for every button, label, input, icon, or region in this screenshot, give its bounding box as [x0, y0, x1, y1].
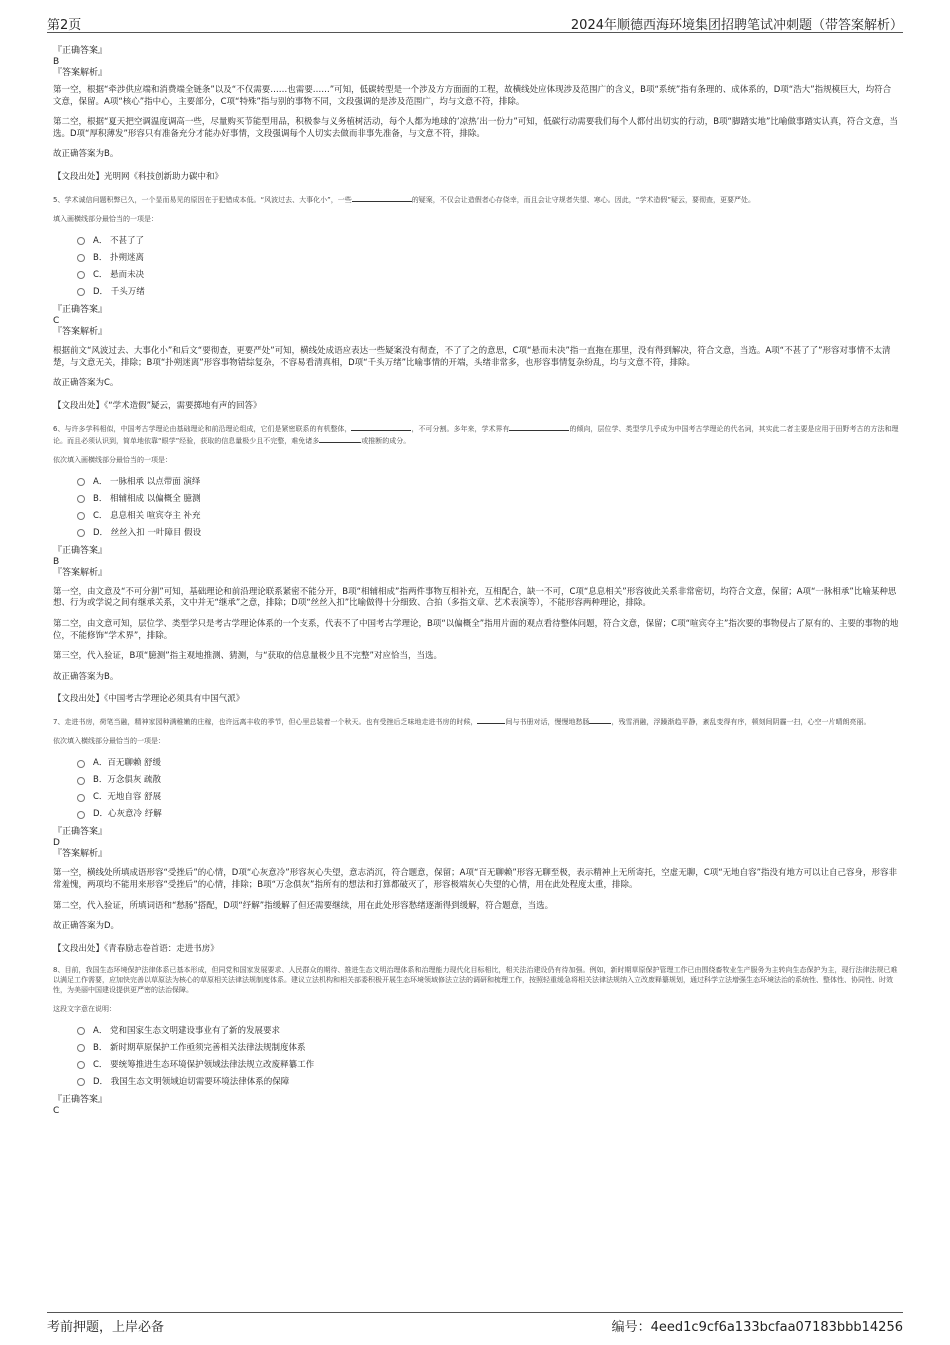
option-a[interactable]: A． 不甚了了	[77, 233, 899, 250]
radio-icon[interactable]	[77, 1061, 85, 1069]
question-stem: 8、目前，我国生态环境保护法律体系已基本形成，但同党和国家发展要求、人民群众的期待、推进生态文明治理体系和治理能力现代化目标相比，相关法治建设仍有待加强。例如，新时期草原保护管理工作已由围绕畜牧业生产服务为主转向生态保护为主，现行法律法规已难以满足工作需要，应加快完善以草原法为核心的草原相关法律法规制度体系。建议立法机构和相关部委积极开展生态环境领域修法立法的调研和梳理工作，按照轻重缓急将相关法律法规纳入立改废释纂规划，通过科学立法增强生态环境法治的系统性、整体性、协同性、时效性，为美丽中国建设提供更严密的法治保障。	[53, 965, 898, 994]
radio-icon[interactable]	[77, 237, 85, 245]
source-citation: 【文段出处】《中国考古学理论必须具有中国气派》	[53, 694, 245, 705]
analysis-paragraph: 根据前文“风波过去、大事化小”和后文“要彻查，更要严处”可知，横线处成语应表达一些疑案没有彻查，不了了之的意思，C项“悬而未决”指一直拖在那里，没有得到解决，符合文意，当选。A项“不甚了了”形容对事情不太清楚，与文意无关，排除；B项“扑朔迷离”形容事物错综复杂，不容易看清真相，D项“千头万绪”比喻事情的开端，头绪非常多，也形容事情复杂纷乱，均与文意不符，排除。	[53, 345, 891, 368]
option-c[interactable]: C． 悬而未决	[77, 267, 899, 284]
radio-icon[interactable]	[77, 760, 85, 768]
answer-value: D	[53, 838, 60, 849]
answer-label: 『正确答案』	[53, 827, 108, 838]
answer-value: B	[53, 57, 60, 67]
source-citation: 【文段出处】《“学术造假”疑云，需要掷地有声的回答》	[53, 400, 262, 411]
option-b[interactable]: B． 新时期草原保护工作亟须完善相关法律法规制度体系	[77, 1040, 899, 1057]
option-d[interactable]: D． 丝丝入扣 一叶障目 假设	[77, 525, 899, 542]
question-stem: 6、与许多学科相似，中国考古学理论由基础理论和前沿理论组成，它们是紧密联系的有机整体， ，不可分割。多年来，学术界有 的倾向，层位学、类型学几乎成为中国考古学理论的代名词，其实此二者主要是应用于田野考古的方法和理论。而且必须认识到，简单地依靠“眼学”经验，获取的信息量极少且不完整，难免诸多 或推断的成分。	[53, 422, 899, 446]
radio-icon[interactable]	[77, 1044, 85, 1052]
conclusion: 故正确答案为D。	[53, 921, 120, 932]
answer-label: 『正确答案』	[53, 1094, 108, 1105]
options-list	[77, 233, 899, 301]
analysis-label: 『答案解析』	[53, 849, 108, 860]
analysis-paragraph: 第一空，根据“牵涉供应端和消费端全链条”以及“不仅需要……也需要……”可知，低碳转型是一个涉及方方面面的工程，故横线处应体现涉及范围广的含义，B项“系统”指有条理的、成体系的，D项“浩大”指规模巨大，均符合文意，保留。A项“核心”指中心，主要部分，C项“特殊”指与别的事物不同，文段强调的是涉及范围广，均与文意不符，排除。	[53, 85, 892, 107]
blank	[319, 434, 361, 443]
page-header	[47, 12, 903, 33]
document-code: 编号：4eed1c9cf6a133bcfaa07183bbb14256	[611, 1320, 903, 1335]
radio-icon[interactable]	[77, 478, 85, 486]
radio-icon[interactable]	[77, 1078, 85, 1086]
analysis-paragraph: 第三空，代入验证，B项“臆测”指主观地推测、猜测，与“获取的信息量极少且不完整”对应恰当，当选。	[53, 651, 442, 662]
answer-value: C	[53, 315, 60, 326]
option-d[interactable]: D． 我国生态文明领域迫切需要环境法律体系的保障	[77, 1074, 899, 1091]
option-b[interactable]: B． 相辅相成 以偏概全 臆测	[77, 491, 899, 508]
radio-icon[interactable]	[77, 811, 85, 819]
option-c[interactable]: C． 息息相关 喧宾夺主 补充	[77, 508, 899, 525]
analysis-label: 『答案解析』	[53, 68, 108, 78]
option-b[interactable]: B．万念俱灰 疏散	[77, 772, 899, 789]
question-instruction: 依次填入画横线部分最恰当的一项是：	[53, 455, 172, 464]
source-citation: 【文段出处】光明网《科技创新助力碳中和》	[53, 171, 224, 182]
radio-icon[interactable]	[77, 1027, 85, 1035]
analysis-paragraph: 第二空，根据“夏天把空调温度调高一些，尽量购买节能型用品，积极参与义务植树活动，每个人都为地球的’凉热’出一份力”可知，低碳行动需要我们每个人都付出切实的行动，B项“脚踏实地”比喻做事踏实认真，符合文意，当选。D项“厚积薄发”形容只有准备充分才能办好事情，文段强调每个人切实去做而非事先准备，与文意不符，排除。	[53, 117, 898, 139]
conclusion: 故正确答案为C。	[53, 378, 119, 389]
answer-label: 『正确答案』	[53, 545, 108, 556]
option-a[interactable]: A． 党和国家生态文明建设事业有了新的发展要求	[77, 1023, 899, 1040]
analysis-paragraph: 第二空，代入验证，所填词语和“愁肠”搭配，D项“纾解”指缓解了但还需要继续，用在此处形容愁绪逐渐得到缓解，符合题意，当选。	[53, 900, 554, 911]
options-list	[77, 755, 899, 823]
option-c[interactable]: C． 要统筹推进生态环境保护领域法律法规立改废释纂工作	[77, 1057, 899, 1074]
options-list	[77, 1023, 899, 1091]
source-citation: 【文段出处】《青春励志卷首语：走进书房》	[53, 943, 219, 954]
option-a[interactable]: A．百无聊赖 舒缓	[77, 755, 899, 772]
blank	[509, 422, 569, 431]
radio-icon[interactable]	[77, 254, 85, 262]
analysis-paragraph: 第一空，由文意及“不可分割”可知，基础理论和前沿理论联系紧密不能分开，B项“相辅相成”指两件事物互相补充，互相配合，缺一不可，C项“息息相关”形容彼此关系非常密切，均符合文意，保留；A项“一脉相承”比喻某种思想、行为或学说之间有继承关系，文中并无“继承”之意，排除；D项“丝丝入扣”比喻做得十分细致、合拍（多指文章、艺术表演等），不能形容两种理论，排除。	[53, 586, 897, 609]
document-title: 2024年顺德西海环境集团招聘笔试冲刺题（带答案解析）	[570, 18, 903, 33]
analysis-paragraph: 第一空，横线处所填成语形容“受挫后”的心情，D项“心灰意冷”形容灰心失望，意志消沉，符合题意，保留；A项“百无聊赖”形容无聊至极，表示精神上无所寄托，空虚无聊，C项“无地自容”指没有地方可以让自己容身，形容非常羞愧，两项均不能用来形容“受挫后”的心情，排除；B项“万念俱灰”指所有的想法和打算都破灭了，形容极端灰心失望的心情，用在此处程度太重，排除。	[53, 868, 898, 890]
radio-icon[interactable]	[77, 794, 85, 802]
blank	[477, 715, 505, 724]
blank	[589, 715, 611, 724]
page-footer	[47, 1312, 903, 1333]
footer-slogan: 考前押题，上岸必备	[47, 1320, 165, 1335]
option-b[interactable]: B． 扑朔迷离	[77, 250, 899, 267]
conclusion: 故正确答案为B。	[53, 671, 119, 682]
blank	[352, 193, 412, 202]
analysis-label: 『答案解析』	[53, 567, 108, 578]
analysis-label: 『答案解析』	[53, 326, 108, 337]
option-d[interactable]: D． 千头万绪	[77, 284, 899, 301]
radio-icon[interactable]	[77, 529, 85, 537]
question-instruction: 填入画横线部分最恰当的一项是：	[53, 214, 158, 223]
blank	[351, 422, 411, 431]
conclusion: 故正确答案为B。	[53, 149, 119, 160]
option-d[interactable]: D．心灰意冷 纾解	[77, 806, 899, 823]
option-c[interactable]: C．无地自容 舒展	[77, 789, 899, 806]
radio-icon[interactable]	[77, 512, 85, 520]
radio-icon[interactable]	[77, 271, 85, 279]
document-body	[53, 46, 899, 1117]
analysis-paragraph: 第二空，由文意可知，层位学、类型学只是考古学理论体系的一个支系，代表不了中国考古学理论，B项“以偏概全”指用片面的观点看待整体问题，符合文意，保留；C项“喧宾夺主”指次要的事物侵占了原有的、主要的事物的地位，不能修饰“学术界”，排除。	[53, 618, 899, 641]
answer-label: 『正确答案』	[53, 46, 108, 56]
radio-icon[interactable]	[77, 777, 85, 785]
question-stem: 7、走进书房，荷笔当融，精神家园种满稚嫩的庄稼，也许远离丰收的季节，但心里总装着一个秋天。也有受挫后乏味地走进书房的时候， 间与书册对话，慢慢地愁肠 ，残雪消融，浮躁渐趋平静，紊乱变得有序，顿刻间阴霾一扫，心空一片晴朗亮丽。	[53, 715, 899, 727]
question-instruction: 依次填入横线部分最恰当的一项是：	[53, 737, 165, 746]
page-number: 第2页	[47, 18, 82, 33]
answer-label: 『正确答案』	[53, 304, 108, 315]
answer-value: B	[53, 556, 60, 567]
radio-icon[interactable]	[77, 495, 85, 503]
question-instruction: 这段文字意在说明：	[53, 1004, 116, 1013]
answer-value: C	[53, 1105, 60, 1116]
option-a[interactable]: A． 一脉相承 以点带面 演绎	[77, 474, 899, 491]
radio-icon[interactable]	[77, 288, 85, 296]
options-list	[77, 474, 899, 542]
question-stem: 5、学术诚信问题积弊已久，一个显而易见的原因在于犯错成本低。“风波过去、大事化小”，一些 的疑案，不仅会让造假者心存侥幸，而且会让守规者失望、寒心。因此，“学术造假”疑云，要彻查，更要严处。	[53, 193, 899, 205]
